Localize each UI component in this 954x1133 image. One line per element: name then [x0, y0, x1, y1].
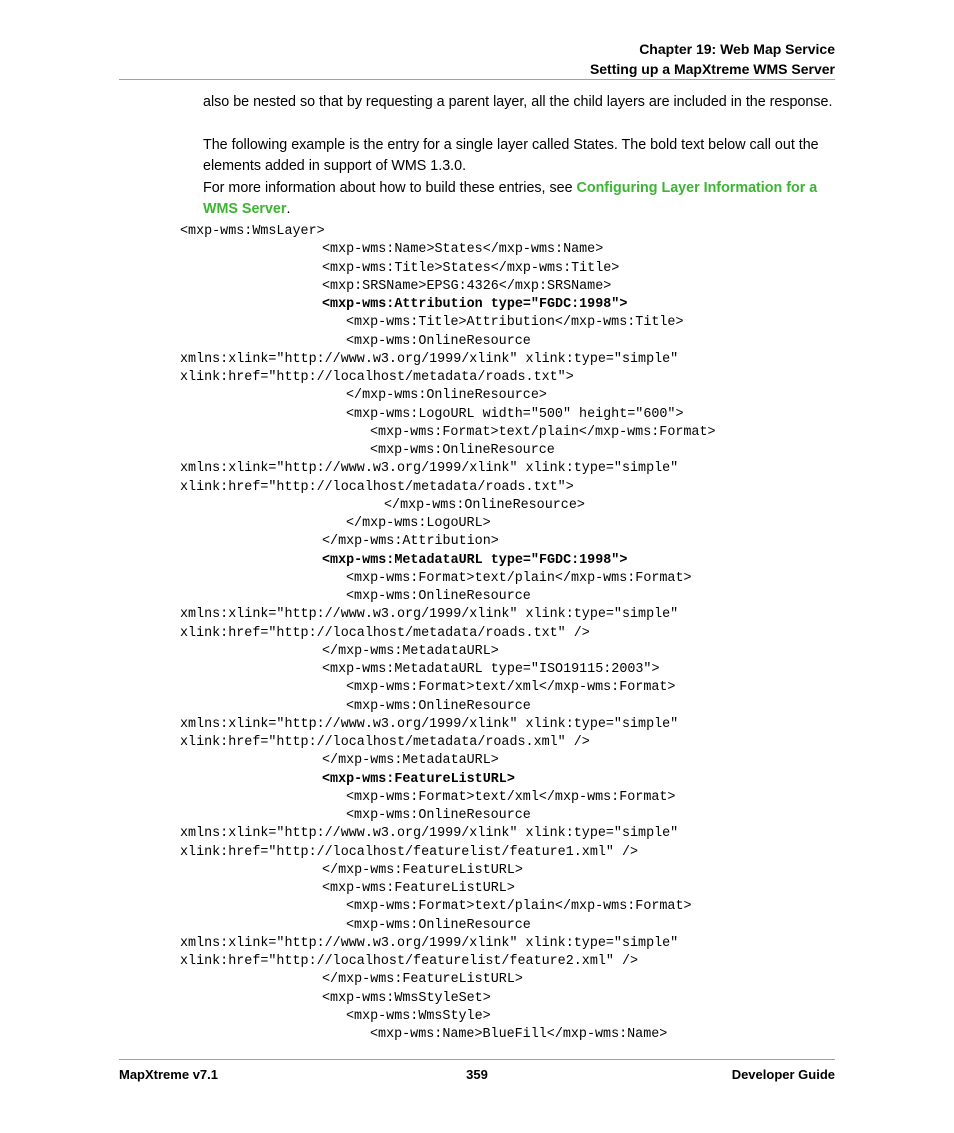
code-line: <mxp-wms:WmsStyle> — [346, 1008, 491, 1024]
code-line: </mxp-wms:LogoURL> — [346, 516, 491, 531]
section-title: Setting up a MapXtreme WMS Server — [589, 61, 835, 77]
code-line: <mxp-wms:Name>BlueFill</mxp-wms:Name> — [370, 1027, 668, 1042]
code-line: <mxp-wms:OnlineResource — [370, 443, 555, 458]
code-line: xmlns:xlink="http://www.w3.org/1999/xlink" xlink:type="simple" — [180, 351, 679, 367]
xml-code-block — [180, 223, 830, 1044]
code-line: xmlns:xlink="http://www.w3.org/1999/xlink" xlink:type="simple" — [180, 461, 679, 477]
code-line: <mxp-wms:Name>States</mxp-wms:Name> — [322, 242, 604, 258]
code-line: </mxp-wms:MetadataURL> — [322, 753, 499, 769]
code-line: </mxp-wms:OnlineResource> — [384, 497, 585, 513]
code-line: <mxp-wms:Format>text/plain</mxp-wms:Format> — [370, 424, 716, 440]
code-line: </mxp-wms:Attribution> — [322, 534, 499, 550]
code-line: xlink:href="http://localhost/featurelist/feature1.xml" /> — [180, 844, 639, 860]
paragraph-more-info — [203, 178, 835, 220]
code-line: <mxp-wms:WmsStyleSet> — [322, 990, 491, 1006]
footer-page-number: 359 — [466, 1067, 488, 1082]
paragraph-nested-layers: also be nested so that by requesting a parent layer, all the child layers are included in the response. — [203, 94, 833, 110]
chapter-title: Chapter 19: Web Map Service — [639, 41, 835, 57]
code-line: <mxp-wms:Title>Attribution</mxp-wms:Title> — [346, 315, 684, 331]
paragraph-example-intro: The following example is the entry for a single layer called States. The bold text below call out the elements added in support of WMS 1.3.0. — [203, 137, 819, 174]
code-line: <mxp-wms:OnlineResource — [346, 589, 531, 604]
header-rule — [119, 79, 835, 80]
code-line: <mxp-wms:Format>text/plain</mxp-wms:Format> — [346, 570, 692, 586]
configuring-layer-link[interactable]: Configuring Layer Information for a WMS Server — [203, 180, 818, 217]
code-line: xlink:href="http://localhost/featurelist/feature2.xml" /> — [180, 954, 639, 969]
code-line: <mxp-wms:OnlineResource — [346, 333, 531, 349]
footer-product: MapXtreme v7.1 — [119, 1067, 218, 1082]
code-line: <mxp-wms:LogoURL width="500" height="600"> — [346, 406, 684, 422]
code-line: xmlns:xlink="http://www.w3.org/1999/xlink" xlink:type="simple" — [180, 607, 679, 623]
code-line: <mxp-wms:OnlineResource — [346, 917, 531, 933]
code-line: <mxp-wms:Format>text/plain</mxp-wms:Format> — [346, 899, 692, 915]
code-line: <mxp-wms:Attribution type="FGDC:1998"> — [322, 297, 628, 312]
code-line: <mxp-wms:WmsLayer> — [180, 224, 325, 239]
code-line: <mxp-wms:OnlineResource — [346, 698, 531, 714]
code-line: <mxp-wms:FeatureListURL> — [322, 881, 515, 896]
running-header — [590, 39, 835, 79]
code-line: </mxp-wms:OnlineResource> — [346, 388, 547, 404]
more-info-period: . — [286, 201, 291, 217]
footer-guide-title: Developer Guide — [731, 1067, 835, 1082]
code-line: <mxp-wms:FeatureListURL> — [322, 771, 515, 787]
code-line: <mxp-wms:Title>States</mxp-wms:Title> — [322, 260, 620, 276]
code-line: xmlns:xlink="http://www.w3.org/1999/xlink" xlink:type="simple" — [180, 716, 679, 732]
code-line: <mxp:SRSName>EPSG:4326</mxp:SRSName> — [322, 278, 612, 294]
footer-rule — [119, 1059, 835, 1060]
code-line: <mxp-wms:Format>text/xml</mxp-wms:Format> — [346, 789, 676, 805]
code-line: xlink:href="http://localhost/metadata/roads.txt"> — [180, 479, 574, 495]
code-line: xlink:href="http://localhost/metadata/roads.xml" /> — [180, 735, 590, 750]
code-line: xlink:href="http://localhost/metadata/roads.txt"> — [180, 370, 574, 385]
code-line: <mxp-wms:OnlineResource — [346, 808, 531, 823]
more-info-text: For more information about how to build these entries, see — [203, 180, 577, 196]
code-line: </mxp-wms:FeatureListURL> — [322, 862, 523, 878]
code-line: <mxp-wms:Format>text/xml</mxp-wms:Format> — [346, 680, 676, 696]
code-line: xmlns:xlink="http://www.w3.org/1999/xlink" xlink:type="simple" — [180, 826, 679, 842]
code-line: </mxp-wms:FeatureListURL> — [322, 972, 523, 988]
code-line: xlink:href="http://localhost/metadata/roads.txt" /> — [180, 625, 590, 641]
code-line: <mxp-wms:MetadataURL type="FGDC:1998"> — [322, 552, 628, 568]
code-line: xmlns:xlink="http://www.w3.org/1999/xlink" xlink:type="simple" — [180, 935, 679, 951]
code-line: <mxp-wms:MetadataURL type="ISO19115:2003"> — [322, 662, 660, 677]
code-line: </mxp-wms:MetadataURL> — [322, 643, 499, 659]
